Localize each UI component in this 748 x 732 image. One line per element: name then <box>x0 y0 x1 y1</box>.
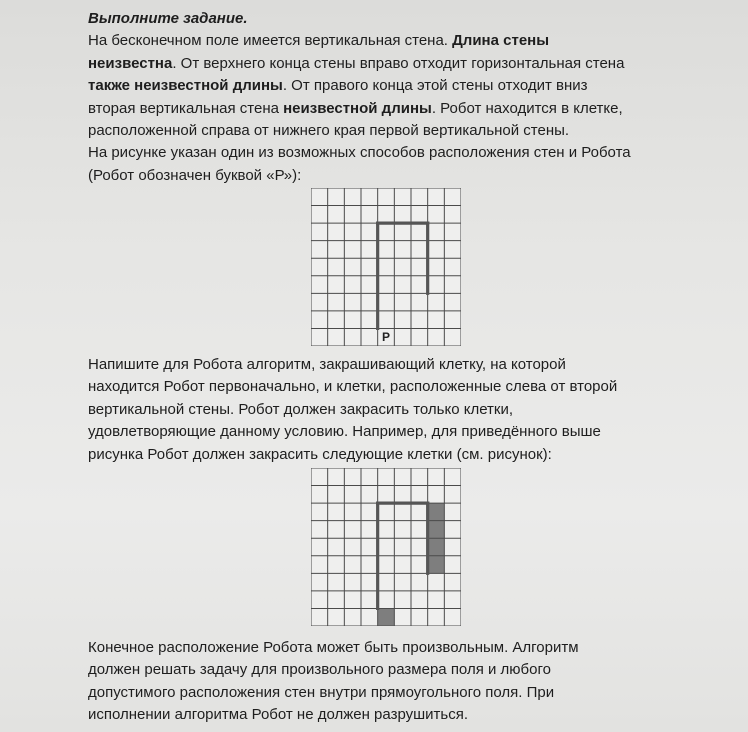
figure-1-grid <box>311 188 461 346</box>
task-line-7: (Робот обозначен буквой «Р»): <box>88 166 302 184</box>
task-line-4 <box>88 98 688 120</box>
notes-text <box>88 637 688 727</box>
instruction-line-1: Напишите для Робота алгоритм, закрашивающий клетку, на которой <box>88 356 566 373</box>
notes-line-1: Конечное расположение Робота может быть произвольным. Алгоритм <box>88 639 579 656</box>
instruction-line-3: вертикальной стены. Робот должен закрасить только клетки, <box>88 400 514 418</box>
task-line-1-bold: Длина стены <box>452 32 550 50</box>
shaded-cell <box>378 608 395 626</box>
task-line-4-bold: неизвестной длины <box>283 99 432 117</box>
notes-line-3: допустимого расположения стен внутри прямоугольного поля. При <box>88 683 555 701</box>
task-line-4-text: вторая вертикальная стена <box>88 99 284 117</box>
task-line-2-text: . От верхнего конца стены вправо отходит горизонтальная стена <box>172 54 625 72</box>
task-line-6: На рисунке указан один из возможных способов расположения стен и Робота <box>88 144 631 162</box>
task-line-1-text: На бесконечном поле имеется вертикальная стена. <box>88 32 453 50</box>
task-title <box>88 8 688 30</box>
task-line-3 <box>88 75 688 97</box>
task-line-1 <box>88 30 688 52</box>
instruction-line-4: удовлетворяющие данному условию. Например, для приведённого выше <box>88 423 601 441</box>
notes-line-2: должен решать задачу для произвольного размера поля и любого <box>88 661 551 679</box>
task-line-5: расположенной справа от нижнего края первой вертикальной стены. <box>88 122 570 140</box>
shaded-cell <box>428 556 445 574</box>
robot-marker: Р <box>381 330 391 345</box>
task-line-2-bold: неизвестна <box>88 54 173 72</box>
task-statement <box>88 8 688 187</box>
task-line-4-tail: . Робот находится в клетке, <box>431 99 623 117</box>
instruction-line-5: рисунка Робот должен закрасить следующие клетки (см. рисунок): <box>88 445 552 463</box>
task-line-3-text: . От правого конца этой стены отходит вниз <box>282 77 588 95</box>
instruction-line-2: находится Робот первоначально, и клетки, расположенные слева от второй <box>88 378 618 396</box>
shaded-cell <box>428 503 445 521</box>
shaded-cell <box>428 521 445 539</box>
task-line-2 <box>88 53 688 75</box>
task-title-text: Выполните задание. <box>88 10 248 27</box>
shaded-cell <box>428 538 445 556</box>
task-line-3-bold: также неизвестной длины <box>88 77 283 95</box>
figure-2-grid <box>311 468 461 626</box>
figure-1-background <box>311 188 461 346</box>
notes-line-4: исполнении алгоритма Робот не должен разрушиться. <box>88 706 469 724</box>
instruction-text <box>88 354 688 466</box>
